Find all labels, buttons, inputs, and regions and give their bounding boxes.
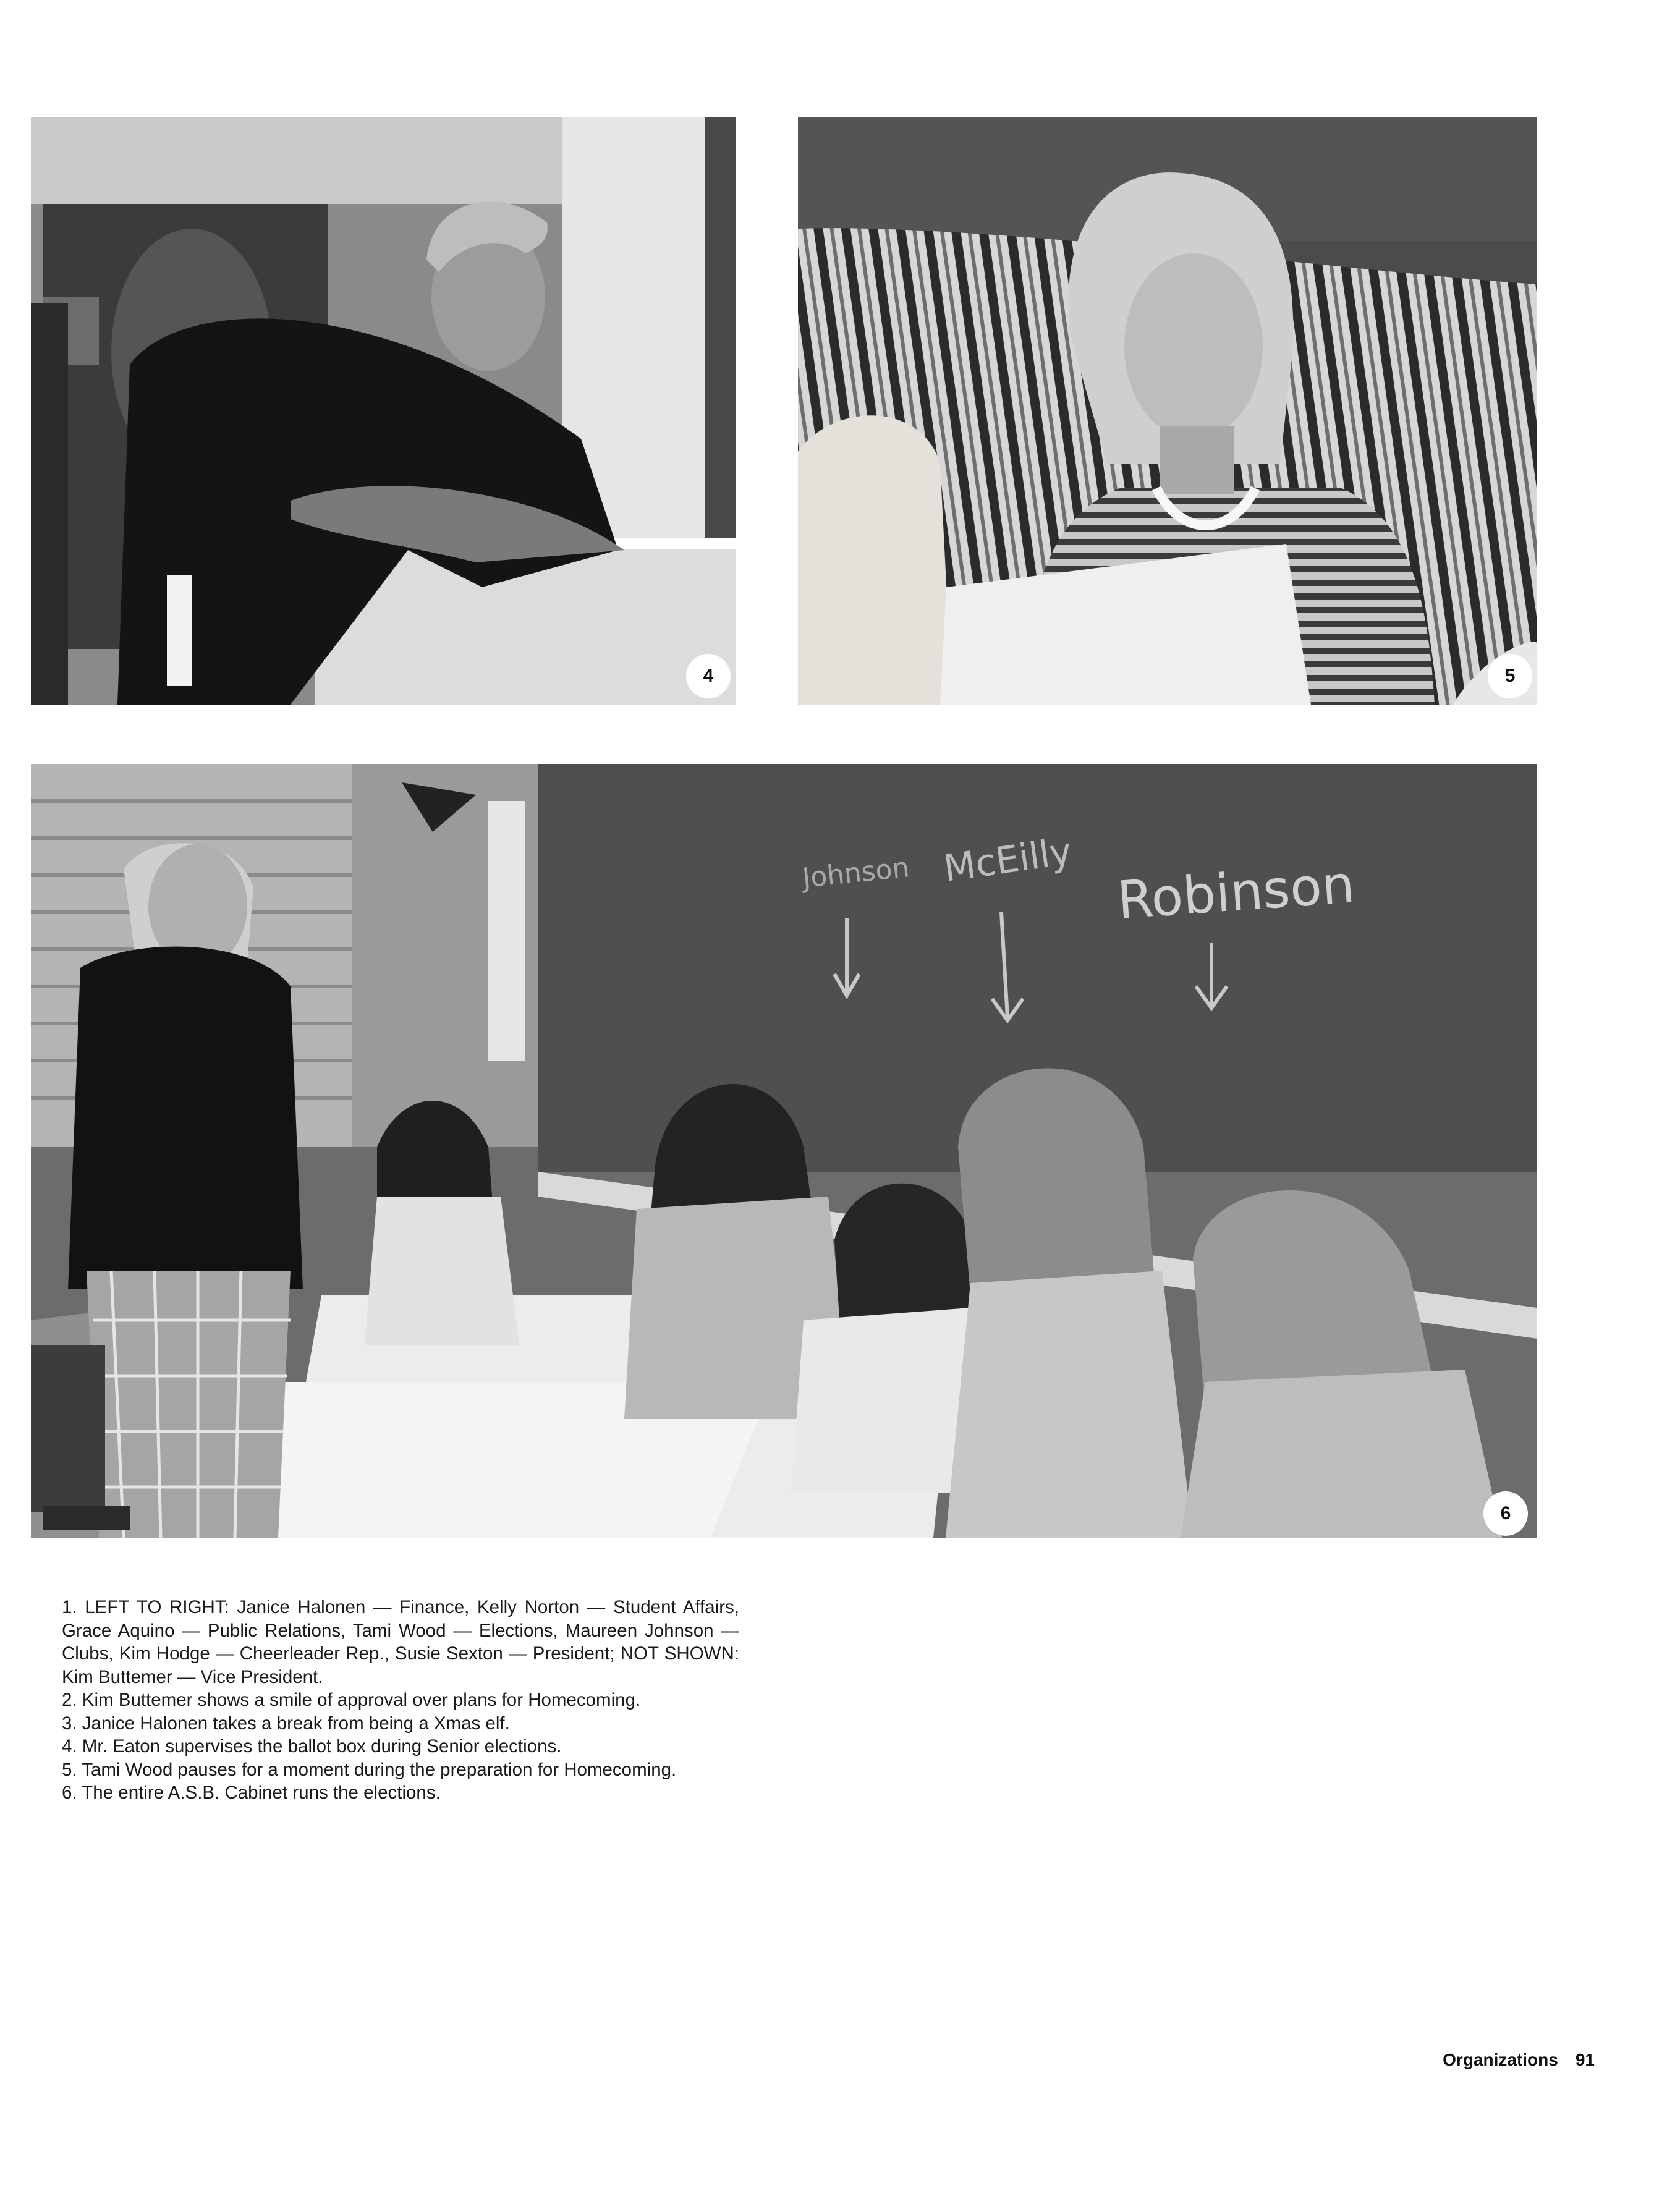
photo-5-image [798, 117, 1537, 705]
photo-6-number: 6 [1483, 1491, 1528, 1536]
photo-4-number: 4 [686, 654, 731, 698]
chalk-name-johnson: Johnson [800, 852, 911, 894]
photo-5 [798, 117, 1537, 705]
caption-6: 6. The entire A.S.B. Cabinet runs the elections. [62, 1782, 441, 1803]
photo-6-image [31, 764, 1537, 1538]
page-footer [1443, 2050, 1595, 2070]
chalk-name-robinson: Robinson [1115, 854, 1357, 931]
photo-6 [31, 764, 1537, 1538]
photo-5-number: 5 [1488, 654, 1532, 698]
caption-2: 2. Kim Buttemer shows a smile of approval over plans for Homecoming. [62, 1690, 641, 1710]
chalk-name-mceilly: McEilly [941, 829, 1075, 891]
caption-3: 3. Janice Halonen takes a break from being a Xmas elf. [62, 1713, 510, 1734]
section-name: Organizations [1443, 2050, 1558, 2069]
photo-4-image [31, 117, 736, 705]
photo-4 [31, 117, 736, 705]
page-number: 91 [1575, 2050, 1595, 2069]
caption-5: 5. Tami Wood pauses for a moment during the preparation for Homecoming. [62, 1759, 677, 1780]
caption-block [62, 1596, 739, 1805]
caption-4: 4. Mr. Eaton supervises the ballot box during Senior elections. [62, 1736, 562, 1756]
caption-1: 1. LEFT TO RIGHT: Janice Halonen — Finance, Kelly Norton — Student Affairs, Grace Aquino — Public Relations, Tami Wood — Elections, Maureen Johnson — Clubs, Kim Hodge — Cheerleader Rep., Susie Sexton — President; NOT SHOWN: Kim Buttemer — Vice President. [62, 1597, 739, 1687]
